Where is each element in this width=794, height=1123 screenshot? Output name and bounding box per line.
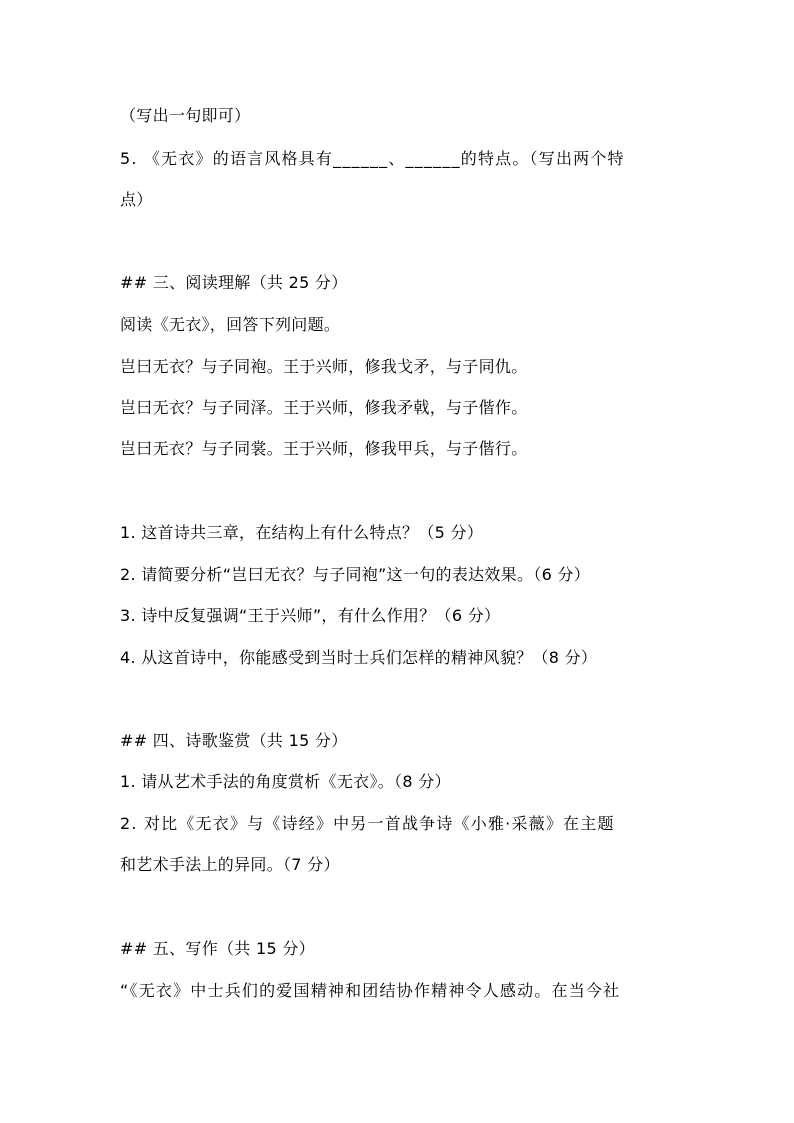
poem-stanza-1: 岂曰无衣？与子同袍。王于兴师，修我戈矛，与子同仇。 (120, 357, 528, 376)
section-3-heading: ## 三、阅读理解（共 25 分） (120, 273, 348, 292)
section-3-question-4: 4. 从这首诗中，你能感受到当时士兵们怎样的精神风貌？（8 分） (120, 648, 598, 667)
section-4-question-2-line-1: 2. 对比《无衣》与《诗经》中另一首战争诗《小雅·采薇》在主题 (120, 814, 615, 833)
answer-note: （写出一句即可） (120, 106, 251, 125)
section-3-question-1: 1. 这首诗共三章，在结构上有什么特点？（5 分） (120, 523, 484, 542)
poem-stanza-3: 岂曰无衣？与子同裳。王于兴师，修我甲兵，与子偕行。 (120, 439, 528, 458)
section-4-question-1: 1. 请从艺术手法的角度赏析《无衣》。（8 分） (120, 772, 451, 791)
section-3-question-2: 2. 请简要分析“岂曰无衣？与子同袍”这一句的表达效果。（6 分） (120, 565, 591, 584)
section-4-question-2-line-2: 和艺术手法上的异同。（7 分） (120, 855, 340, 874)
section-4-heading: ## 四、诗歌鉴赏（共 15 分） (120, 731, 348, 750)
section-3-question-3: 3. 诗中反复强调“王于兴师”，有什么作用？（6 分） (120, 606, 501, 625)
question-5-line-1: 5. 《无衣》的语言风格具有______、______的特点。（写出两个特 (120, 149, 625, 168)
poem-stanza-2: 岂曰无衣？与子同泽。王于兴师，修我矛戟，与子偕作。 (120, 398, 528, 417)
section-5-heading: ## 五、写作（共 15 分） (120, 939, 315, 958)
section-3-instruction: 阅读《无衣》，回答下列问题。 (120, 315, 341, 334)
question-5-line-2: 点） (120, 190, 153, 209)
section-5-prompt-line-1: “《无衣》中士兵们的爱国精神和团结协作精神令人感动。在当今社 (120, 981, 621, 1000)
